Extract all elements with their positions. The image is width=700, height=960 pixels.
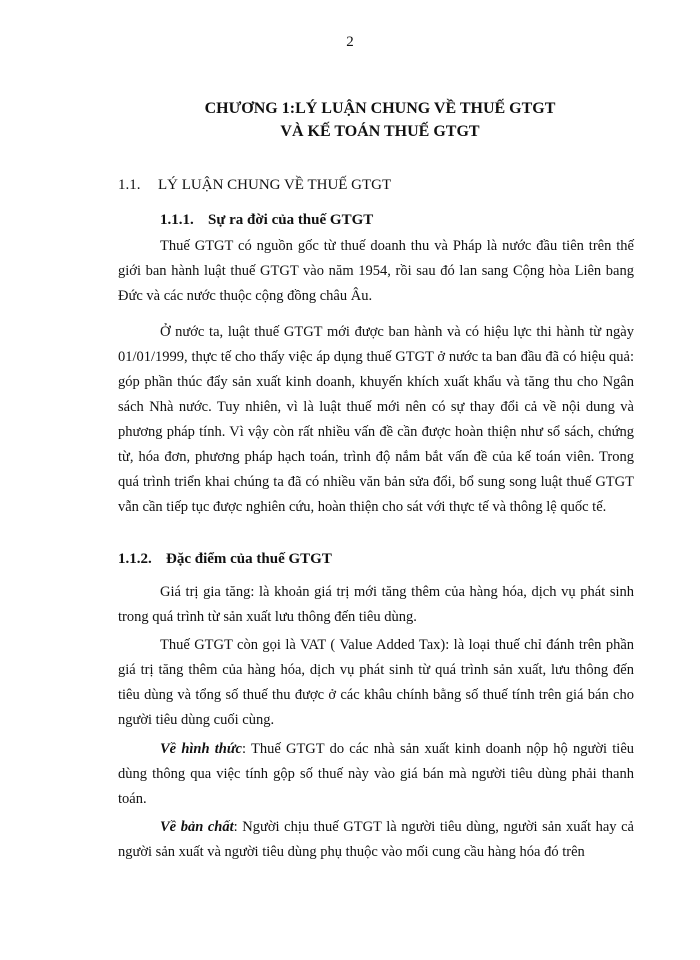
subsection-title: Đặc điểm của thuế GTGT — [166, 551, 332, 567]
paragraph-lead-form: Về hình thức — [160, 741, 242, 757]
paragraph-nature — [118, 815, 634, 865]
paragraph-lead-nature: Về bản chất — [160, 819, 234, 835]
section-title: LÝ LUẬN CHUNG VỀ THUẾ GTGT — [158, 177, 392, 193]
paragraph-vat-definition: Thuế GTGT còn gọi là VAT ( Value Added Tax): là loại thuế chỉ đánh trên phần giá trị tăng thêm của hàng hóa, dịch vụ phát sinh từ quá trình sản xuất, lưu thông đến tiêu dùng và tổng số thuế thu được ở các khâu chính bằng số thuế tính trên giá bán cho người tiêu dùng cuối cùng. — [118, 637, 634, 728]
chapter-title-line-1: CHƯƠNG 1:LÝ LUẬN CHUNG VỀ THUẾ GTGT — [204, 100, 556, 117]
section-heading-1-1-1 — [160, 210, 373, 230]
section-heading-1-1 — [118, 175, 391, 195]
paragraph-form — [118, 737, 634, 812]
paragraph-vietnam: Ở nước ta, luật thuế GTGT mới được ban hành và có hiệu lực thi hành từ ngày 01/01/1999, thực tế cho thấy việc áp dụng thuế GTGT ở nước ta ban đầu đã có hiệu quả: góp phần thúc đẩy sản xuất kinh doanh, khuyến khích xuất khẩu và tăng thu cho Ngân sách Nhà nước. Tuy nhiên, vì là luật thuế mới nên có sự thay đổi cả về nội dung và phương pháp tính. Vì vậy còn rất nhiều vấn đề cần được hoàn thiện như sổ sách, chứng từ, hóa đơn, phương pháp hạch toán, trình độ nắm bắt vấn đề của kế toán viên. Trong quá trình triển khai chúng ta đã có nhiều văn bản sửa đổi, bổ sung song luật thuế GTGT vẫn cần tiếp tục được nghiên cứu, hoàn thiện cho sát với thực tế và thông lệ quốc tế. — [118, 324, 634, 515]
section-heading-1-1-2 — [118, 549, 332, 569]
paragraph-value-added: Giá trị gia tăng: là khoản giá trị mới tăng thêm của hàng hóa, dịch vụ phát sinh trong quá trình từ sản xuất lưu thông đến tiêu dùng. — [118, 584, 634, 625]
subsection-title: Sự ra đời của thuế GTGT — [208, 212, 374, 228]
chapter-title — [150, 97, 610, 143]
subsection-number: 1.1.2. — [118, 551, 152, 567]
section-number: 1.1. — [118, 177, 141, 193]
paragraph-text-form: : Thuế GTGT do các nhà sản xuất kinh doanh nộp hộ người tiêu dùng thông qua việc tính gộp số thuế này vào giá bán mà người tiêu dùng phải thanh toán. — [118, 741, 635, 807]
chapter-title-line-2: VÀ KẾ TOÁN THUẾ GTGT — [280, 123, 480, 140]
paragraph-text-nature: : Người chịu thuế GTGT là người tiêu dùng, người sản xuất hay cả người sản xuất và người tiêu dùng phụ thuộc vào mối cung cầu hàng hóa đó trên — [118, 819, 634, 860]
paragraph-origin: Thuế GTGT có nguồn gốc từ thuế doanh thu và Pháp là nước đầu tiên trên thế giới ban hành luật thuế GTGT vào năm 1954, rồi sau đó lan sang Cộng hòa Liên bang Đức và các nước thuộc cộng đồng châu Âu. — [118, 238, 634, 304]
page-number: 2 — [346, 34, 354, 50]
subsection-number: 1.1.1. — [160, 212, 194, 228]
